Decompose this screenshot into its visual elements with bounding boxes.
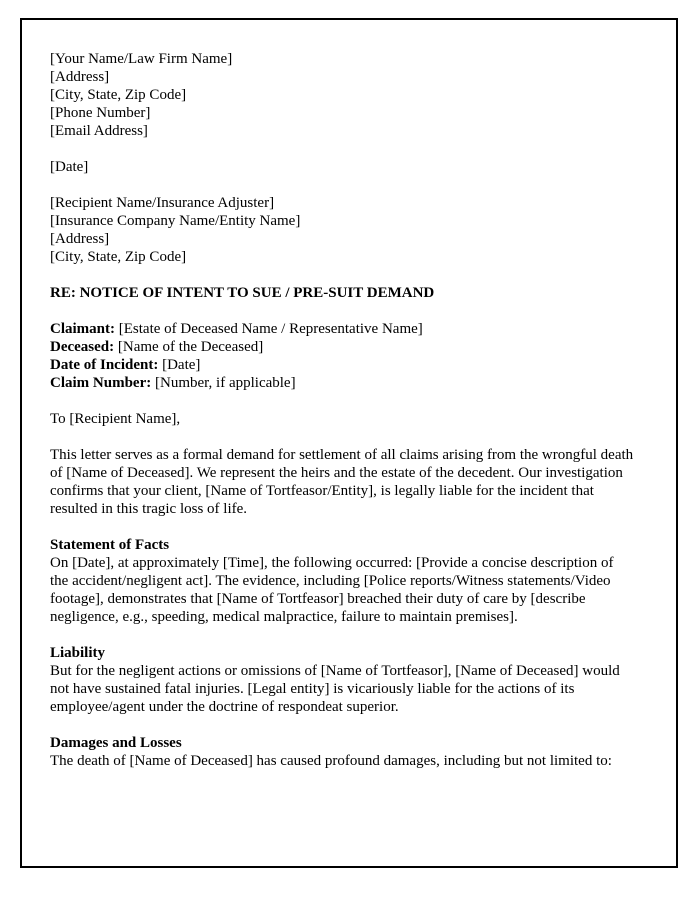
subject-line: RE: NOTICE OF INTENT TO SUE / PRE-SUIT DEMAND	[50, 285, 435, 301]
claim-field-claimant	[50, 320, 634, 338]
claim-field-deceased	[50, 338, 634, 356]
letter-page	[20, 18, 678, 868]
claim-field-value: [Estate of Deceased Name / Representative Name]	[118, 321, 423, 337]
section-heading: Damages and Losses	[50, 735, 182, 751]
sender-block	[50, 50, 634, 140]
claim-field-date-of-incident	[50, 356, 634, 374]
salutation-line: To [Recipient Name],	[50, 411, 181, 427]
recipient-block	[50, 194, 634, 266]
intro-paragraph-block	[50, 446, 634, 518]
date-block	[50, 158, 634, 176]
claim-field-label: Deceased:	[50, 339, 115, 355]
section-heading: Liability	[50, 645, 106, 661]
sender-city-line: [City, State, Zip Code]	[50, 87, 187, 103]
intro-paragraph: This letter serves as a formal demand for settlement of all claims arising from the wrongful death of [Name of Deceased]. We represent the heirs and the estate of the decedent. Our investigation confirms that your client, [Name of Tortfeasor/Entity], is legally liable for the incident that resulted in this tragic loss of life.	[50, 447, 634, 517]
claim-field-value: [Name of the Deceased]	[117, 339, 264, 355]
claim-field-label: Claim Number:	[50, 375, 152, 391]
recipient-name-line: [Recipient Name/Insurance Adjuster]	[50, 195, 275, 211]
claim-fields-block	[50, 320, 634, 392]
date-line: [Date]	[50, 159, 89, 175]
sender-name-line: [Your Name/Law Firm Name]	[50, 51, 233, 67]
sender-address-line: [Address]	[50, 69, 110, 85]
claim-field-value: [Number, if applicable]	[155, 375, 296, 391]
subject-block	[50, 284, 634, 302]
section-body: But for the negligent actions or omissions of [Name of Tortfeasor], [Name of Deceased] would not have sustained fatal injuries. [Legal entity] is vicariously liable for the actions of its employee/agent under the doctrine of respondeat superior.	[50, 663, 620, 715]
section-statement-of-facts	[50, 536, 634, 626]
claim-field-claim-number	[50, 374, 634, 392]
section-body: On [Date], at approximately [Time], the following occurred: [Provide a concise description of the accident/negligent act]. The evidence, including [Police reports/Witness statements/Video footage], demonstrates that [Name of Tortfeasor] breached their duty of care by [describe negligence, e.g., speeding, medical malpractice, failure to maintain premises].	[50, 555, 614, 625]
recipient-city-line: [City, State, Zip Code]	[50, 249, 187, 265]
section-liability	[50, 644, 634, 716]
recipient-address-line: [Address]	[50, 231, 110, 247]
salutation-block	[50, 410, 634, 428]
section-heading: Statement of Facts	[50, 537, 170, 553]
claim-field-value: [Date]	[162, 357, 201, 373]
sender-email-line: [Email Address]	[50, 123, 148, 139]
sender-phone-line: [Phone Number]	[50, 105, 151, 121]
claim-field-label: Date of Incident:	[50, 357, 159, 373]
section-damages-and-losses	[50, 734, 634, 770]
claim-field-label: Claimant:	[50, 321, 115, 337]
recipient-company-line: [Insurance Company Name/Entity Name]	[50, 213, 301, 229]
section-body: The death of [Name of Deceased] has caused profound damages, including but not limited to:	[50, 753, 612, 769]
